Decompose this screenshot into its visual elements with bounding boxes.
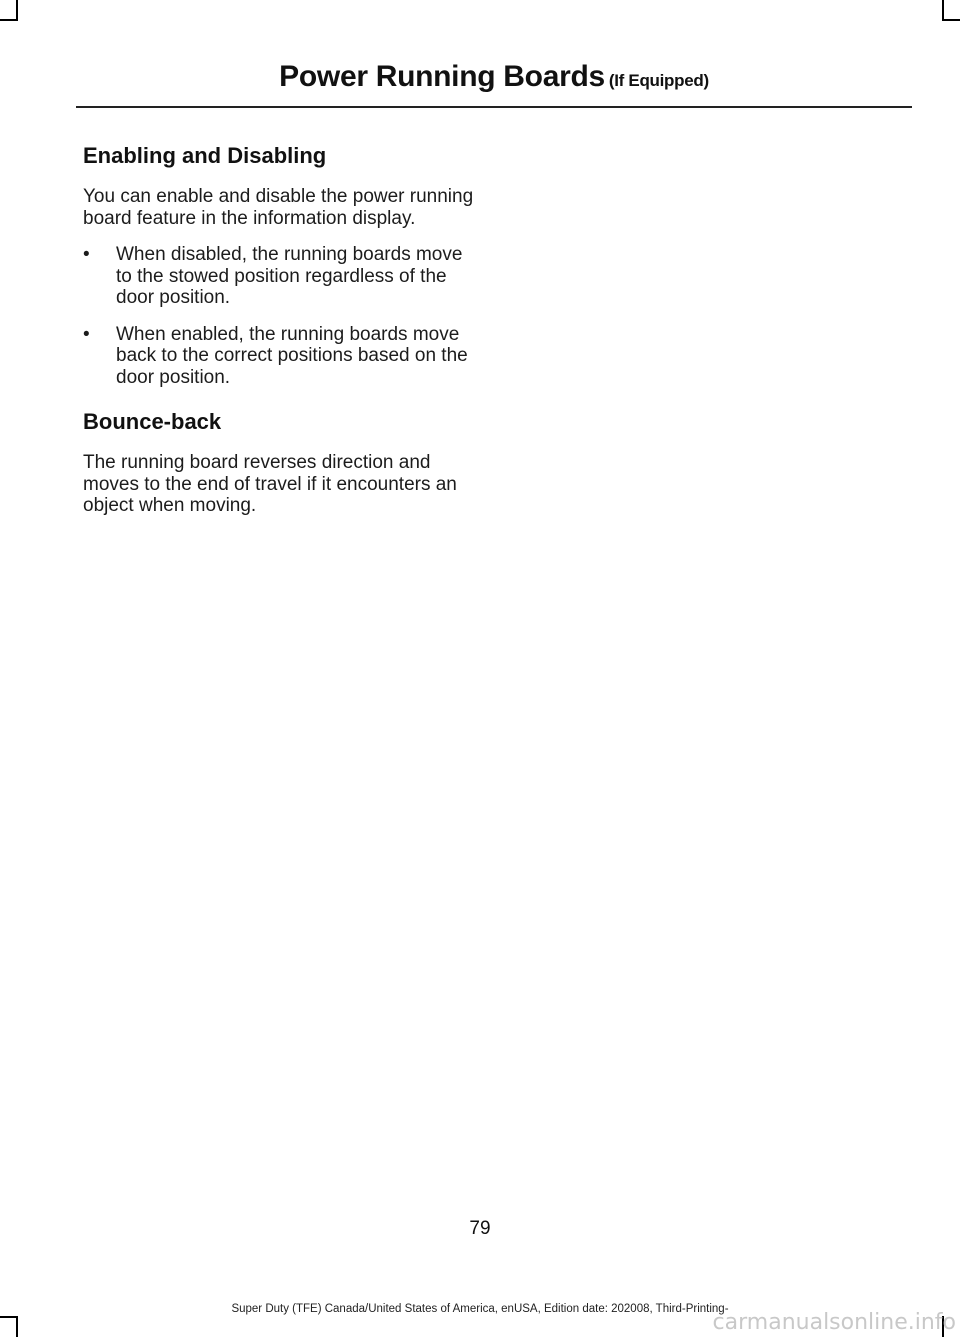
bullet-glyph: •	[83, 244, 90, 265]
page-title-text: Power Running Boards	[279, 60, 605, 93]
crop-mark	[942, 0, 944, 20]
section-heading-enabling: Enabling and Disabling	[83, 143, 327, 168]
list-item	[83, 324, 479, 389]
edition-footer: Super Duty (TFE) Canada/United States of America, enUSA, Edition date: 202008, Third-Printing-	[231, 1303, 729, 1315]
bullet-list	[83, 244, 479, 388]
watermark: carmanualsonline.info	[712, 1310, 956, 1335]
page-title	[76, 60, 912, 94]
list-item-text: When disabled, the running boards move to the stowed position regardless of the door position.	[116, 244, 463, 308]
crop-mark	[0, 1316, 18, 1318]
main-content	[83, 140, 479, 517]
section-heading-bounce-back: Bounce-back	[83, 409, 222, 434]
bullet-glyph: •	[83, 323, 90, 345]
page-title-qualifier: (If Equipped)	[608, 71, 709, 90]
crop-mark	[16, 1316, 18, 1337]
crop-mark	[0, 19, 18, 21]
section-body-enabling: You can enable and disable the power running board feature in the information display.	[83, 186, 474, 229]
list-item	[83, 244, 479, 309]
page-number: 79	[469, 1218, 491, 1239]
list-item-text: When enabled, the running boards move back to the correct positions based on the door position.	[116, 323, 468, 388]
section-body-bounce-back: The running board reverses direction and moves to the end of travel if it encounters an object when moving.	[83, 452, 457, 516]
page-header	[76, 58, 912, 108]
crop-mark	[942, 19, 960, 21]
crop-mark	[16, 0, 18, 20]
